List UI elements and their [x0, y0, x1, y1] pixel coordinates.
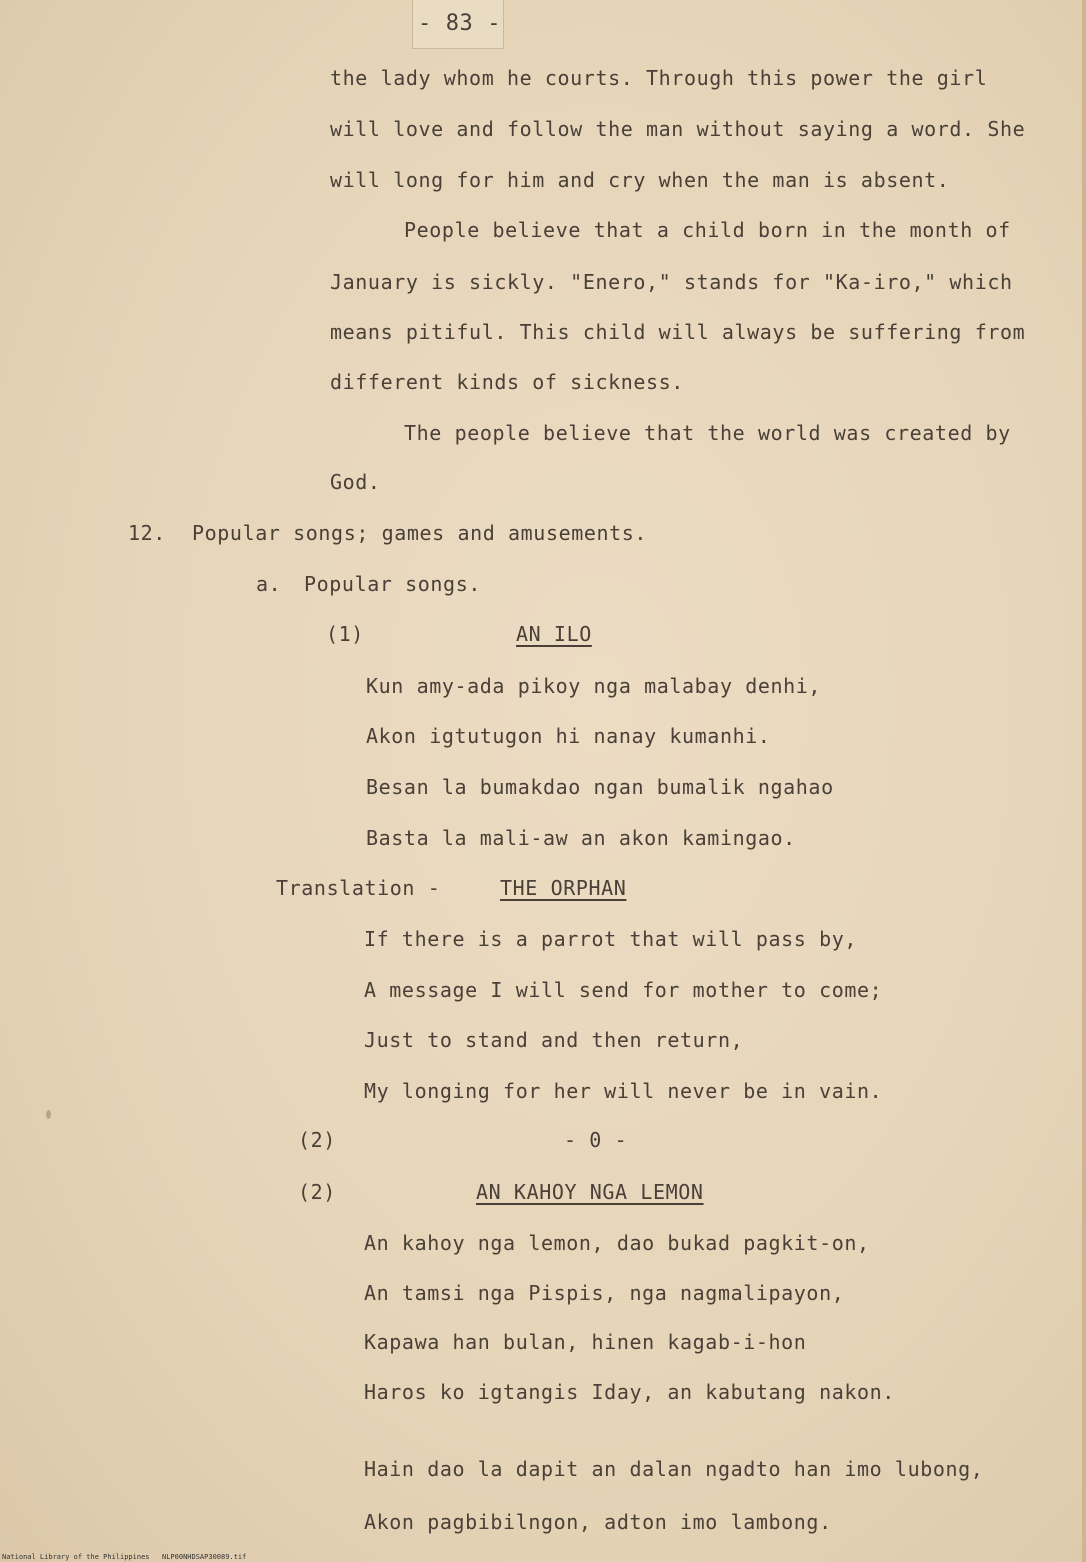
paragraph-line: means pitiful. This child will always be suffering from [330, 320, 1026, 344]
paragraph-line: will love and follow the man without saying a word. She [330, 117, 1026, 141]
paragraph-line: different kinds of sickness. [330, 370, 684, 394]
song-line: Basta la mali-aw an akon kamingao. [366, 826, 796, 850]
song-line: Kapawa han bulan, hinen kagab-i-hon [364, 1330, 807, 1354]
subsection-title: Popular songs. [304, 572, 481, 596]
page-number: - 83 - [418, 11, 502, 36]
translation-line: Just to stand and then return, [364, 1028, 744, 1052]
paragraph-line: January is sickly. "Enero," stands for "Ka-iro," which [330, 270, 1013, 294]
translation-line: If there is a parrot that will pass by, [364, 927, 857, 951]
separator-number: (2) [298, 1128, 336, 1152]
translation-line: My longing for her will never be in vain. [364, 1079, 883, 1103]
song-number: (2) [298, 1180, 336, 1204]
song-line: An kahoy nga lemon, dao bukad pagkit-on, [364, 1231, 870, 1255]
song-line: Akon pagbibilngon, adton imo lambong. [364, 1510, 832, 1534]
footer-file: NLP00NHDSAP30089.tif [162, 1553, 247, 1561]
song-title: AN KAHOY NGA LEMON [476, 1180, 704, 1204]
paragraph-line: The people believe that the world was created by [404, 421, 1011, 445]
paragraph-line: People believe that a child born in the month of [404, 218, 1011, 242]
paragraph-line: God. [330, 470, 381, 494]
page-edge [1082, 0, 1086, 1562]
paragraph-line: will long for him and cry when the man is absent. [330, 168, 950, 192]
song-line: An tamsi nga Pispis, nga nagmalipayon, [364, 1281, 845, 1305]
song-line: Hain dao la dapit an dalan ngadto han imo lubong, [364, 1457, 984, 1481]
song-number: (1) [326, 622, 364, 646]
translation-title: THE ORPHAN [500, 876, 627, 900]
song-line: Kun amy-ada pikoy nga malabay denhi, [366, 674, 822, 698]
subsection-letter: a. [256, 572, 282, 596]
section-number: 12. [128, 521, 166, 545]
song-title: AN ILO [516, 622, 592, 646]
section-title: Popular songs; games and amusements. [192, 521, 648, 545]
translation-line: A message I will send for mother to come; [364, 978, 883, 1002]
ink-spot [46, 1110, 51, 1119]
song-line: Akon igtutugon hi nanay kumanhi. [366, 724, 771, 748]
song-line: Besan la bumakdao ngan bumalik ngahao [366, 775, 834, 799]
paragraph-line: the lady whom he courts. Through this power the girl [330, 66, 988, 90]
translation-label: Translation - [276, 876, 441, 900]
footer-library: National Library of the Philippines [2, 1553, 150, 1561]
song-line: Haros ko igtangis Iday, an kabutang nakon. [364, 1380, 895, 1404]
separator-mark: - 0 - [564, 1128, 628, 1152]
